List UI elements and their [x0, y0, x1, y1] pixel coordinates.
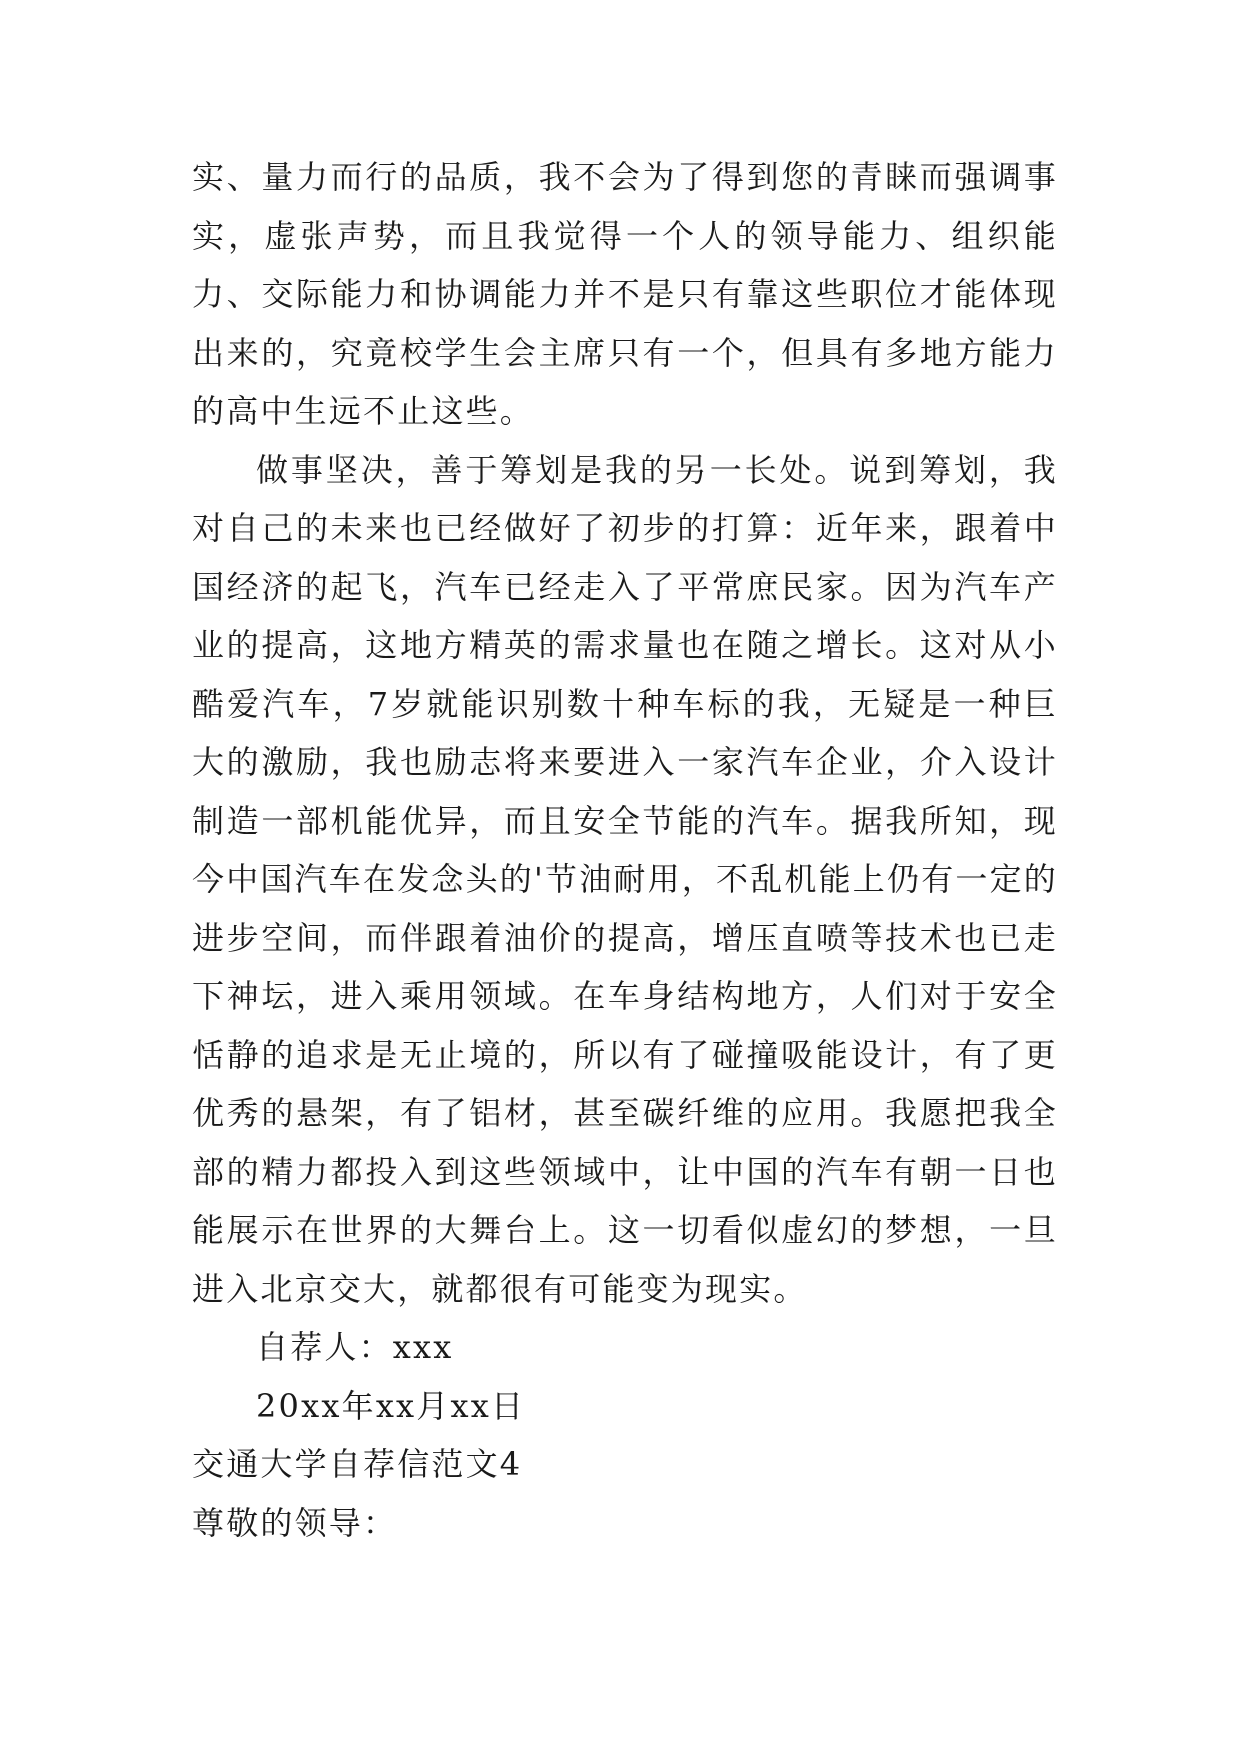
date-line: 20xx年xx月xx日 — [256, 1386, 526, 1425]
paragraph-planning: 做事坚决，善于筹划是我的另一长处。说到筹划，我对自己的未来也已经做好了初步的打算：近年来，跟着中国经济的起飞，汽车已经走入了平常庶民家。因为汽车产业的提高，这地方精英的需求量也在随之增长。这对从小酷爱汽车，7岁就能识别数十种车标的我，无疑是一种巨大的激励，我也励志将来要进入一家汽车企业，介入设计制造一部机能优异，而且安全节能的汽车。据我所知，现今中国汽车在发念头的'节油耐用，不乱机能上仍有一定的进步空间，而伴跟着油价的提高，增压直喷等技术也已走下神坛，进入乘用领域。在车身结构地方，人们对于安全恬静的追求是无止境的，所以有了碰撞吸能设计，有了更优秀的悬架，有了铝材，甚至碳纤维的应用。我愿把我全部的精力都投入到这些领域中，让中国的汽车有朝一日也能展示在世界的大舞台上。这一切看似虚幻的梦想，一旦进入北京交大，就都很有可能变为现实。 — [192, 450, 1058, 1308]
document-body — [192, 148, 1058, 1552]
paragraph-continuation: 实、量力而行的品质，我不会为了得到您的青睐而强调事实，虚张声势，而且我觉得一个人的领导能力、组织能力、交际能力和协调能力并不是只有靠这些职位才能体现出来的，究竟校学生会主席只有一个，但具有多地方能力的高中生远不止这些。 — [192, 158, 1058, 430]
salutation: 尊敬的领导： — [192, 1503, 398, 1542]
signature-line: 自荐人：xxx — [256, 1328, 454, 1366]
next-letter-title: 交通大学自荐信范文4 — [192, 1445, 523, 1483]
